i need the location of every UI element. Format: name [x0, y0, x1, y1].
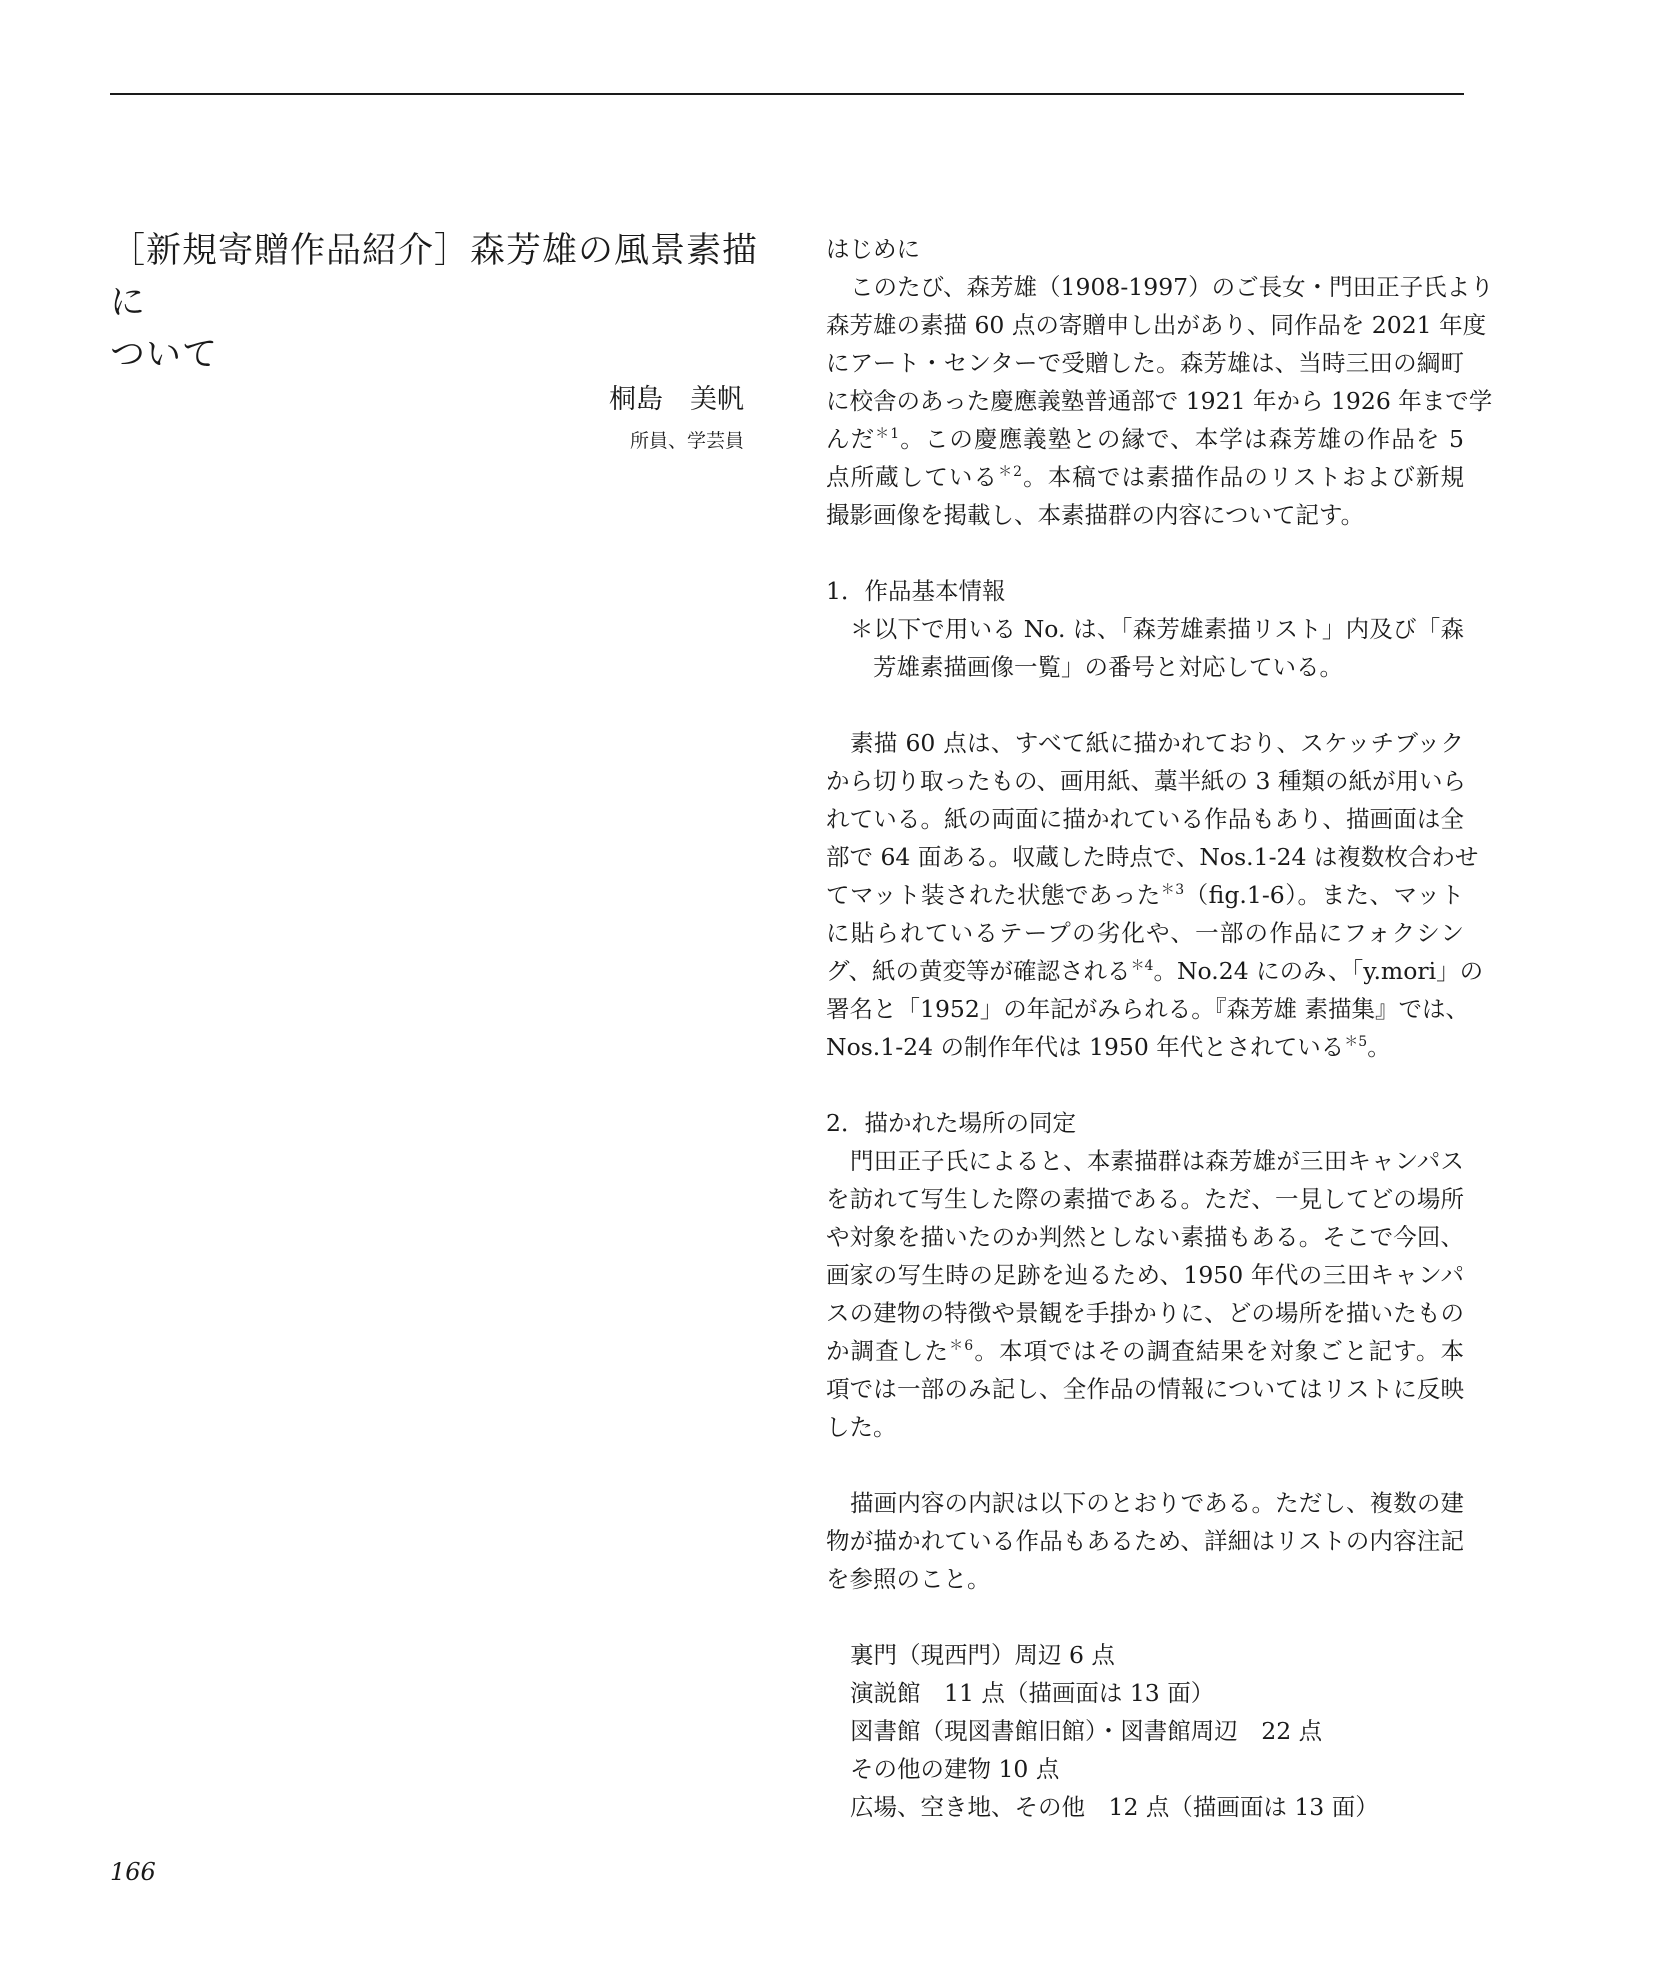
list-item: 図書館（現図書館旧館）・図書館周辺 22 点 [850, 1717, 1323, 1745]
note-line-2: 芳雄素描画像一覧」の番号と対応している。 [873, 653, 1343, 681]
spacer [826, 1066, 1464, 1104]
section1-heading: 1．作品基本情報 [826, 577, 1006, 605]
spacer [826, 534, 1464, 572]
s1-line-7b: 。No.24 にのみ、「y.mori」の [1153, 957, 1484, 985]
footnote-ref-1[interactable]: ＊1 [875, 426, 900, 442]
s1-line-9 [826, 1028, 1464, 1066]
s1-line-5 [826, 876, 1464, 914]
s2-line-6a: か調査した [826, 1337, 950, 1365]
s1-line-3: れている。紙の両面に描かれている作品もあり、描画面は全 [826, 805, 1464, 833]
section2-paragraph-2 [826, 1484, 1464, 1598]
s1-line-9b: 。 [1367, 1033, 1391, 1061]
s2-line-8: した。 [826, 1413, 897, 1441]
body-column [826, 230, 1494, 1826]
list-item: 広場、空き地、その他 12 点（描画面は 13 面） [850, 1793, 1379, 1821]
section1-note [826, 610, 1464, 686]
page-number: 166 [110, 1858, 156, 1886]
s2b-line-2: 物が描かれている作品もあるため、詳細はリストの内容注記 [826, 1527, 1464, 1555]
s2-line-3: や対象を描いたのか判然としない素描もある。そこで今回、 [826, 1223, 1464, 1251]
intro-line-5b: 。この慶應義塾との縁で、本学は森芳雄の作品を 5 [899, 425, 1465, 453]
s1-line-5b: （fig.1-6）。また、マット [1184, 881, 1464, 909]
intro-line-5a: んだ [826, 425, 876, 453]
s1-line-7a: グ、紙の黄変等が確認される [826, 957, 1131, 985]
list-item: 裏門（現西門）周辺 6 点 [850, 1641, 1115, 1669]
intro-line-7: 撮影画像を掲載し、本素描群の内容について記す。 [826, 501, 1365, 529]
article-title [110, 225, 760, 381]
intro-line-6a: 点所蔵している [826, 463, 999, 491]
title-line-2: ついて [110, 335, 219, 375]
list-item: 演説館 11 点（描画面は 13 面） [850, 1679, 1215, 1707]
spacer [826, 686, 1464, 724]
breakdown-list [826, 1636, 1464, 1826]
s2-line-7: 項では一部のみ記し、全作品の情報についてはリストに反映 [826, 1375, 1464, 1403]
spacer [826, 1446, 1464, 1484]
intro-line-6b: 。本稿では素描作品のリストおよび新規 [1022, 463, 1465, 491]
s1-line-6: に貼られているテープの劣化や、一部の作品にフォクシン [826, 919, 1464, 947]
intro-line-1: このたび、森芳雄（1908-1997）のご長女・門田正子氏より [850, 273, 1494, 301]
intro-heading: はじめに [826, 235, 920, 263]
spacer [826, 1598, 1464, 1636]
footnote-ref-3[interactable]: ＊3 [1160, 882, 1185, 898]
footnote-ref-2[interactable]: ＊2 [998, 464, 1023, 480]
s2-line-6 [826, 1332, 1464, 1370]
section2-paragraph-1 [826, 1142, 1464, 1446]
intro-line-3: にアート・センターで受贈した。森芳雄は、当時三田の綱町 [826, 349, 1464, 377]
s1-line-1: 素描 60 点は、すべて紙に描かれており、スケッチブック [850, 729, 1464, 757]
s1-line-2: から切り取ったもの、画用紙、藁半紙の 3 種類の紙が用いら [826, 767, 1466, 795]
intro-line-4: に校舎のあった慶應義塾普通部で 1921 年から 1926 年まで学 [826, 387, 1493, 415]
footnote-ref-6[interactable]: ＊6 [949, 1338, 974, 1354]
intro-paragraph [826, 268, 1494, 534]
author-block [609, 380, 744, 458]
s1-line-5a: てマット装された状態であった [826, 881, 1161, 909]
intro-line-6 [826, 458, 1464, 496]
s2b-line-3: を参照のこと。 [826, 1565, 991, 1593]
s2-line-1: 門田正子氏によると、本素描群は森芳雄が三田キャンパス [850, 1147, 1464, 1175]
s1-line-7 [826, 952, 1484, 990]
footnote-ref-5[interactable]: ＊5 [1344, 1034, 1368, 1050]
s2b-line-1: 描画内容の内訳は以下のとおりである。ただし、複数の建 [850, 1489, 1464, 1517]
s2-line-4: 画家の写生時の足跡を辿るため、1950 年代の三田キャンパ [826, 1261, 1464, 1289]
s1-line-8: 署名と「1952」の年記がみられる。『森芳雄 素描集』では、 [826, 995, 1470, 1023]
note-line-1: ＊以下で用いる No. は、「森芳雄素描リスト」内及び「森 [850, 615, 1464, 643]
s2-line-6b: 。本項ではその調査結果を対象ごと記す。本 [973, 1337, 1464, 1365]
section1-paragraph [826, 724, 1484, 1066]
intro-line-5 [826, 420, 1464, 458]
intro-line-2: 森芳雄の素描 60 点の寄贈申し出があり、同作品を 2021 年度 [826, 311, 1487, 339]
author-name: 桐島 美帆 [609, 384, 744, 415]
author-role: 所員、学芸員 [629, 430, 744, 452]
footnote-ref-4[interactable]: ＊4 [1130, 958, 1154, 974]
s1-line-4: 部で 64 面ある。収蔵した時点で、Nos.1-24 は複数枚合わせ [826, 843, 1479, 871]
s2-line-2: を訪れて写生した際の素描である。ただ、一見してどの場所 [826, 1185, 1464, 1213]
title-line-1: ［新規寄贈作品紹介］森芳雄の風景素描に [110, 231, 759, 323]
s2-line-5: スの建物の特徴や景観を手掛かりに、どの場所を描いたもの [826, 1299, 1464, 1327]
s1-line-9a: Nos.1-24 の制作年代は 1950 年代とされている [826, 1033, 1345, 1061]
section2-heading: 2．描かれた場所の同定 [826, 1109, 1076, 1137]
header-rule [110, 93, 1464, 95]
list-item: その他の建物 10 点 [850, 1755, 1060, 1783]
